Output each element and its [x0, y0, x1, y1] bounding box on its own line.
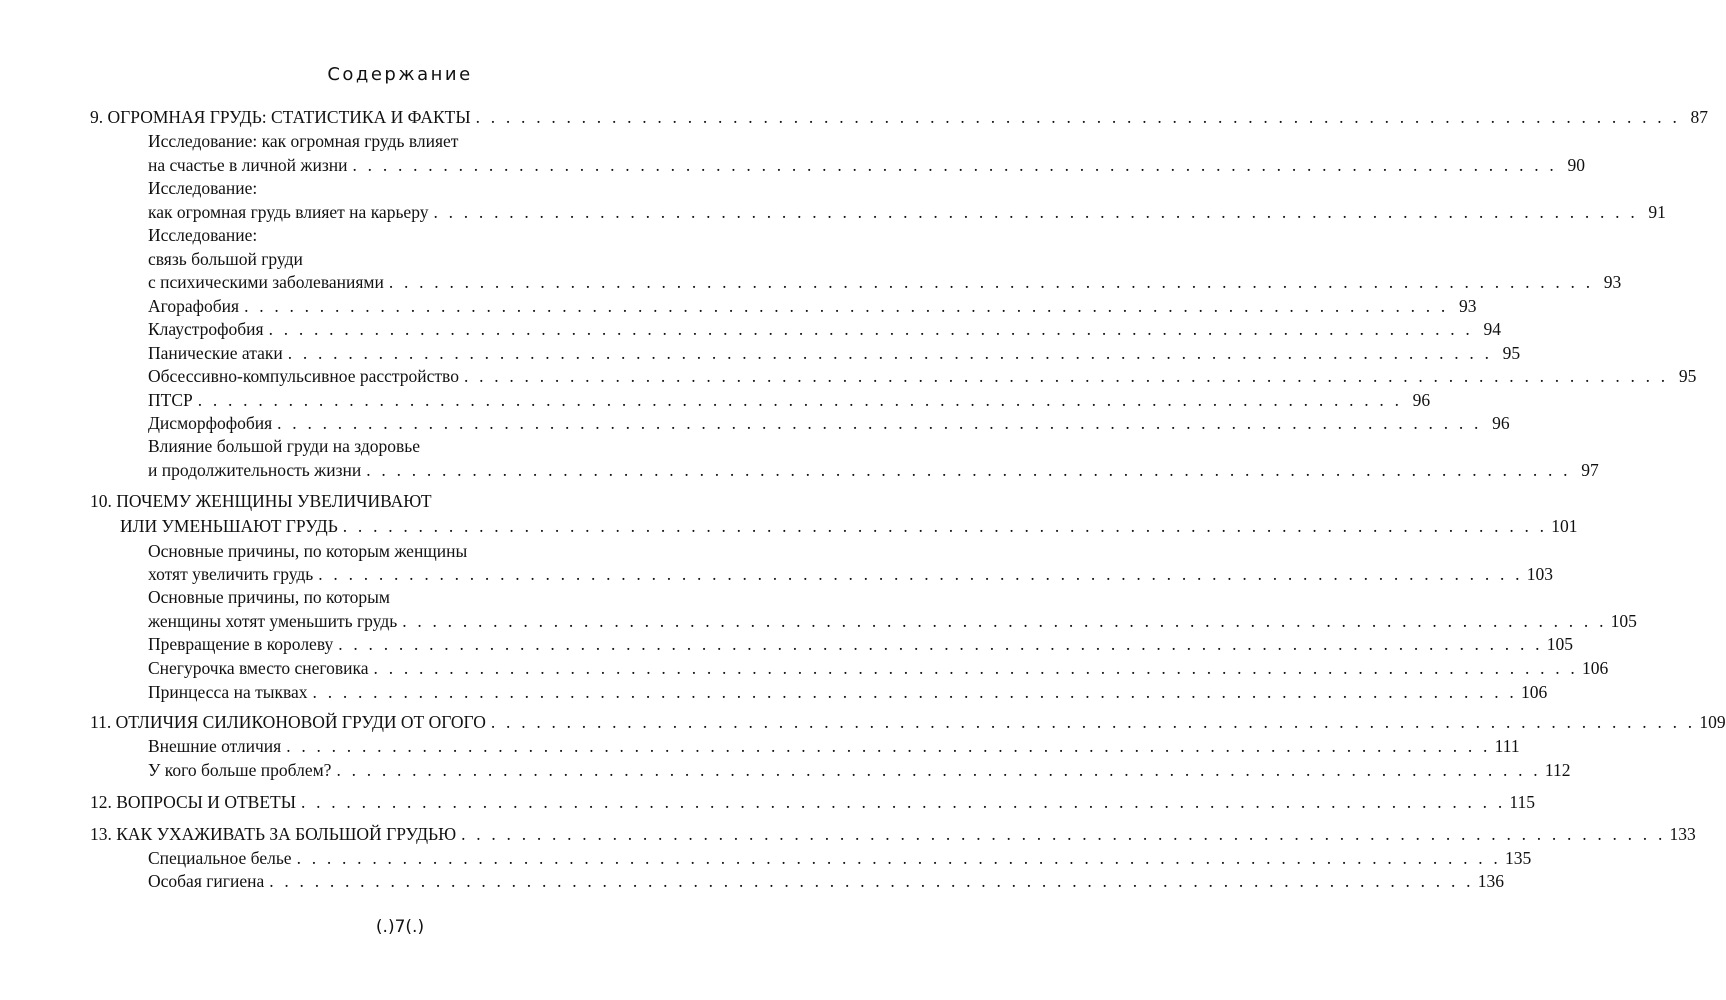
- toc-leader-dots: . . . . . . . . . . . . . . . . . . . . . . . . . . . . . . . . . . . . . . . . . . . . . . . . . . . . . . . . . . . . . . . . . . . . . . . . . . . . . . . .: [366, 460, 1571, 480]
- toc-entry-title: 9. ОГРОМНАЯ ГРУДЬ: СТАТИСТИКА И ФАКТЫ: [90, 107, 471, 127]
- toc-entry: [90, 105, 1709, 129]
- toc-entry: [90, 710, 1726, 734]
- toc-entry-page: 87: [1690, 107, 1709, 127]
- toc-entry-page: 96: [1492, 413, 1510, 433]
- toc-entry: [148, 458, 1599, 482]
- toc-entry-title: Дисморфофобия: [148, 413, 273, 433]
- toc-entry: [148, 270, 1622, 294]
- toc-leader-dots: . . . . . . . . . . . . . . . . . . . . . . . . . . . . . . . . . . . . . . . . . . . . . . . . . . . . . . . . . . . . . . . . . . . . . . . . . . . . . . . .: [490, 712, 1696, 732]
- toc-leader-dots: . . . . . . . . . . . . . . . . . . . . . . . . . . . . . . . . . . . . . . . . . . . . . . . . . . . . . . . . . . . . . . . . . . . . . . . . . . . . . . . .: [287, 343, 1493, 363]
- toc-entry: [148, 317, 1502, 341]
- toc-entry-page: 106: [1520, 682, 1548, 702]
- toc-entry: [148, 585, 670, 609]
- toc-entry: [148, 632, 1573, 656]
- toc-entry-page: 93: [1459, 296, 1477, 316]
- toc-entry-page: 106: [1581, 658, 1609, 678]
- toc-entry-title: Обсессивно-компульсивное расстройство: [148, 366, 459, 386]
- toc-entry-page: 97: [1581, 460, 1599, 480]
- toc-entry-title: Принцесса на тыквах: [148, 682, 308, 702]
- toc-entry: [90, 489, 670, 513]
- toc-entry-title: У кого больше проблем?: [148, 760, 332, 780]
- toc-entry-page: 136: [1477, 871, 1504, 891]
- toc-entry-title: Специальное белье: [148, 848, 292, 868]
- toc-leader-dots: . . . . . . . . . . . . . . . . . . . . . . . . . . . . . . . . . . . . . . . . . . . . . . . . . . . . . . . . . . . . . . . . . . . . . . . . . . . . . . . .: [342, 516, 1548, 536]
- toc-entry-title: Основные причины, по которым: [148, 587, 390, 607]
- toc-leader-dots: . . . . . . . . . . . . . . . . . . . . . . . . . . . . . . . . . . . . . . . . . . . . . . . . . . . . . . . . . . . . . . . . . . . . . . . . . . . . . . . .: [475, 107, 1681, 127]
- toc-entry-page: 111: [1494, 736, 1520, 756]
- toc-entry-title: Клаустрофобия: [148, 319, 264, 339]
- toc-entry: [90, 822, 1696, 846]
- toc-entry-page: 103: [1526, 564, 1553, 584]
- toc-leader-dots: . . . . . . . . . . . . . . . . . . . . . . . . . . . . . . . . . . . . . . . . . . . . . . . . . . . . . . . . . . . . . . . . . . . . . . . . . . . . . . . .: [277, 413, 1482, 433]
- toc-leader-dots: . . . . . . . . . . . . . . . . . . . . . . . . . . . . . . . . . . . . . . . . . . . . . . . . . . . . . . . . . . . . . . . . . . . . . . . . . . . . . . . .: [300, 792, 1506, 812]
- toc-entry: [148, 539, 670, 563]
- toc-leader-dots: . . . . . . . . . . . . . . . . . . . . . . . . . . . . . . . . . . . . . . . . . . . . . . . . . . . . . . . . . . . . . . . . . . . . . . . . . . . . . . . .: [352, 155, 1557, 175]
- page-number: (.)7(.): [375, 917, 425, 937]
- toc-entry-title: как огромная грудь влияет на карьеру: [148, 202, 429, 222]
- toc-leader-dots: . . . . . . . . . . . . . . . . . . . . . . . . . . . . . . . . . . . . . . . . . . . . . . . . . . . . . . . . . . . . . . . . . . . . . . . . . . . . . . . .: [461, 824, 1666, 844]
- toc-entry-title: на счастье в личной жизни: [148, 155, 348, 175]
- toc-entry-title: Снегурочка вместо снеговика: [148, 658, 369, 678]
- toc-entry-page: 135: [1505, 848, 1532, 868]
- toc-entry-page: 95: [1678, 366, 1697, 386]
- toc-entry: [148, 656, 1609, 680]
- toc-entry-page: 96: [1412, 390, 1431, 410]
- toc-entry-page: 105: [1546, 634, 1573, 654]
- toc-entry-page: 112: [1544, 760, 1571, 780]
- toc-entry: [148, 176, 670, 200]
- toc-entry: [120, 514, 1578, 538]
- toc-entry-title: 12. ВОПРОСЫ И ОТВЕТЫ: [90, 792, 296, 812]
- toc-entry-title: Исследование:: [148, 225, 258, 245]
- toc-entry-page: 109: [1699, 712, 1726, 732]
- toc-leader-dots: . . . . . . . . . . . . . . . . . . . . . . . . . . . . . . . . . . . . . . . . . . . . . . . . . . . . . . . . . . . . . . . . . . . . . . . . . . . . . . . .: [388, 272, 1594, 292]
- toc-entry-title: Основные причины, по которым женщины: [148, 541, 468, 561]
- toc-leader-dots: . . . . . . . . . . . . . . . . . . . . . . . . . . . . . . . . . . . . . . . . . . . . . . . . . . . . . . . . . . . . . . . . . . . . . . . . . . . . . . . .: [286, 736, 1491, 756]
- toc-entry: [148, 562, 1553, 586]
- toc-entry: [148, 680, 1548, 704]
- toc-entry: [148, 869, 1504, 893]
- toc-entry-page: 91: [1648, 202, 1666, 222]
- toc-leader-dots: . . . . . . . . . . . . . . . . . . . . . . . . . . . . . . . . . . . . . . . . . . . . . . . . . . . . . . . . . . . . . . . . . . . . . . . . . . . . . . . .: [296, 848, 1502, 868]
- toc-leader-dots: . . . . . . . . . . . . . . . . . . . . . . . . . . . . . . . . . . . . . . . . . . . . . . . . . . . . . . . . . . . . . . . . . . . . . . . . . . . . . . . .: [197, 390, 1403, 410]
- toc-entry: [90, 790, 1536, 814]
- toc-entry-title: 11. ОТЛИЧИЯ СИЛИКОНОВОЙ ГРУДИ ОТ ОГОГО: [90, 712, 486, 732]
- toc-entry: [148, 411, 1510, 435]
- toc-entry: [148, 341, 1521, 365]
- toc-entry-page: 133: [1669, 824, 1696, 844]
- toc-entry-title: Превращение в королеву: [148, 634, 334, 654]
- toc-entry: [148, 434, 670, 458]
- toc-entry-page: 94: [1483, 319, 1502, 339]
- toc-entry: [148, 153, 1585, 177]
- toc-leader-dots: . . . . . . . . . . . . . . . . . . . . . . . . . . . . . . . . . . . . . . . . . . . . . . . . . . . . . . . . . . . . . . . . . . . . . . . . . . . . . . . .: [269, 871, 1474, 891]
- toc-entry-title: Панические атаки: [148, 343, 283, 363]
- toc-entry: [148, 294, 1477, 318]
- toc-entry: [148, 223, 670, 247]
- toc-leader-dots: . . . . . . . . . . . . . . . . . . . . . . . . . . . . . . . . . . . . . . . . . . . . . . . . . . . . . . . . . . . . . . . . . . . . . . . . . . . . . . . .: [336, 760, 1541, 780]
- toc-entry: [148, 734, 1520, 758]
- toc-entry-page: 93: [1603, 272, 1622, 292]
- toc-entry: [148, 388, 1431, 412]
- toc-entry-title: и продолжительность жизни: [148, 460, 362, 480]
- toc-entry-page: 90: [1567, 155, 1585, 175]
- toc-entry: [148, 609, 1637, 633]
- toc-entry-title: Агорафобия: [148, 296, 240, 316]
- toc-entry-title: с психическими заболеваниями: [148, 272, 384, 292]
- toc-entry-title: Влияние большой груди на здоровье: [148, 436, 421, 456]
- toc-leader-dots: . . . . . . . . . . . . . . . . . . . . . . . . . . . . . . . . . . . . . . . . . . . . . . . . . . . . . . . . . . . . . . . . . . . . . . . . . . . . . . . .: [433, 202, 1638, 222]
- toc-entry-title: ИЛИ УМЕНЬШАЮТ ГРУДЬ: [120, 516, 338, 536]
- toc-leader-dots: . . . . . . . . . . . . . . . . . . . . . . . . . . . . . . . . . . . . . . . . . . . . . . . . . . . . . . . . . . . . . . . . . . . . . . . . . . . . . . . .: [268, 319, 1474, 339]
- toc-entry: [148, 200, 1666, 224]
- toc-leader-dots: . . . . . . . . . . . . . . . . . . . . . . . . . . . . . . . . . . . . . . . . . . . . . . . . . . . . . . . . . . . . . . . . . . . . . . . . . . . . . . . .: [318, 564, 1523, 584]
- toc-entry-page: 115: [1509, 792, 1536, 812]
- toc-leader-dots: . . . . . . . . . . . . . . . . . . . . . . . . . . . . . . . . . . . . . . . . . . . . . . . . . . . . . . . . . . . . . . . . . . . . . . . . . . . . . . . .: [312, 682, 1517, 702]
- toc-entry-title: Внешние отличия: [148, 736, 282, 756]
- toc-entry-page: 101: [1551, 516, 1578, 536]
- toc-leader-dots: . . . . . . . . . . . . . . . . . . . . . . . . . . . . . . . . . . . . . . . . . . . . . . . . . . . . . . . . . . . . . . . . . . . . . . . . . . . . . . . .: [373, 658, 1578, 678]
- toc-entry-page: 105: [1610, 611, 1637, 631]
- toc-leader-dots: . . . . . . . . . . . . . . . . . . . . . . . . . . . . . . . . . . . . . . . . . . . . . . . . . . . . . . . . . . . . . . . . . . . . . . . . . . . . . . . .: [402, 611, 1607, 631]
- page-title: Содержание: [327, 64, 473, 85]
- toc-entry-title: ПТСР: [148, 390, 193, 410]
- toc-entry-title: Особая гигиена: [148, 871, 265, 891]
- toc-entry-title: связь большой груди: [148, 249, 303, 269]
- toc-entry-title: Исследование:: [148, 178, 258, 198]
- toc-entry-title: женщины хотят уменьшить грудь: [148, 611, 398, 631]
- toc-entry-title: хотят увеличить грудь: [148, 564, 314, 584]
- toc-leader-dots: . . . . . . . . . . . . . . . . . . . . . . . . . . . . . . . . . . . . . . . . . . . . . . . . . . . . . . . . . . . . . . . . . . . . . . . . . . . . . . . .: [463, 366, 1669, 386]
- toc-leader-dots: . . . . . . . . . . . . . . . . . . . . . . . . . . . . . . . . . . . . . . . . . . . . . . . . . . . . . . . . . . . . . . . . . . . . . . . . . . . . . . . .: [244, 296, 1449, 316]
- toc-entry: [148, 846, 1532, 870]
- toc-entry: [148, 364, 1697, 388]
- toc-entry: [148, 758, 1571, 782]
- toc-entry-page: 95: [1502, 343, 1521, 363]
- toc-entry-title: 10. ПОЧЕМУ ЖЕНЩИНЫ УВЕЛИЧИВАЮТ: [90, 491, 432, 511]
- toc-leader-dots: . . . . . . . . . . . . . . . . . . . . . . . . . . . . . . . . . . . . . . . . . . . . . . . . . . . . . . . . . . . . . . . . . . . . . . . . . . . . . . . .: [338, 634, 1543, 654]
- toc-entry: [148, 247, 670, 271]
- toc-entry: [148, 129, 670, 153]
- toc-entry-title: Исследование: как огромная грудь влияет: [148, 131, 459, 151]
- toc-entry-title: 13. КАК УХАЖИВАТЬ ЗА БОЛЬШОЙ ГРУДЬЮ: [90, 824, 457, 844]
